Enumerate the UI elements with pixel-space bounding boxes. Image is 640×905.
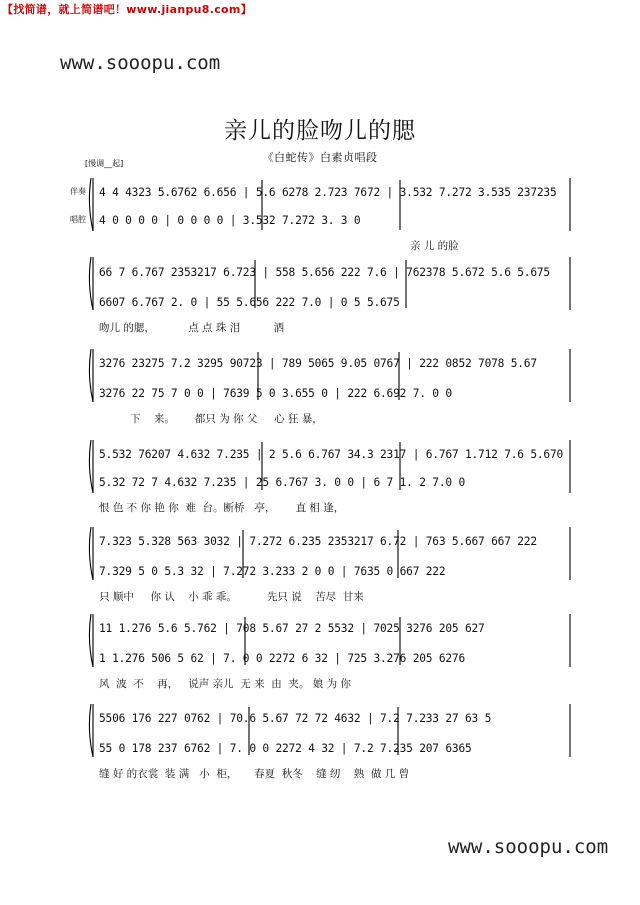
watermark-bottom: www.sooopu.com <box>448 836 609 858</box>
system-6-vocal: 1 1.276 506 5 62 | 7. 0 0 2272 6 32 | 725 3.276 205 6276 <box>99 652 465 665</box>
watermark-top: www.sooopu.com <box>60 52 221 74</box>
system-6-accompaniment: 11 1.276 5.6 5.762 | 708 5.67 27 2 5532 | 7025 3276 205 627 <box>99 622 485 635</box>
voice-label: 唱腔 <box>70 215 86 224</box>
system-5-accompaniment: 7.323 5.328 563 3032 | 7.272 6.235 2353217 6.72 | 763 5.667 667 222 <box>99 535 537 548</box>
score-subtitle: 《白蛇传》白素贞唱段 <box>262 151 378 164</box>
key-signature: [慢调__起] <box>85 159 124 168</box>
system-1-lyrics: 亲 儿 的脸 <box>410 240 459 252</box>
system-7-accompaniment: 5506 176 227 0762 | 70.6 5.67 72 72 4632 | 7.2 7.233 27 63 5 <box>99 712 492 725</box>
score-title: 亲儿的脸吻儿的腮 <box>224 118 416 144</box>
system-2-lyrics: 吻儿 的腮， 点 点 珠 泪 洒 <box>99 322 285 334</box>
system-4-lyrics: 恨 色 不 你 艳 你 难 台。断桥 亭， 直 相 逢， <box>99 502 345 514</box>
system-3-vocal: 3276 22 75 7 0 0 | 7639 5 0 3.655 0 | 222 6.692 7. 0 0 <box>99 387 452 400</box>
system-5-vocal: 7.329 5 0 5.3 32 | 7.272 3.233 2 0 0 | 7635 0 667 222 <box>99 565 446 578</box>
system-1-accompaniment: 4 4 4323 5.6762 6.656 | 5.6 6278 2.723 7672 | 3.532 7.272 3.535 237235 <box>99 186 557 199</box>
system-4-vocal: 5.32 72 7 4.632 7.235 | 25 6.767 3. 0 0 | 6 7 1. 2 7.0 0 <box>99 476 465 489</box>
system-4-accompaniment: 5.532 76207 4.632 7.235 | 2 5.6 6.767 34.3 2317 | 6.767 1.712 7.6 5.670 <box>99 448 564 461</box>
site-banner: 【找简谱，就上简谱吧！www.jianpu8.com】 <box>2 3 252 16</box>
system-1-vocal: 4 0 0 0 0 | 0 0 0 0 | 3.532 7.272 3. 3 0 <box>99 214 361 227</box>
system-3-lyrics: 下 来。 都只 为 你 父 心 狂 暴， <box>130 413 323 425</box>
system-2-accompaniment: 66 7 6.767 2353217 6.723 | 558 5.656 222 7.6 | 762378 5.672 5.6 5.675 <box>99 266 550 279</box>
system-6-lyrics: 风 波 不 再， 说声 亲儿 无 来 由 夹。 娘 为 你 <box>99 678 351 690</box>
system-7-lyrics: 缝 好 的衣裳 装 满 小 柜， 春夏 秋冬 缝 纫 熟 做 几 曾 <box>99 768 410 780</box>
system-7-vocal: 55 0 178 237 6762 | 7. 0 0 2272 4 32 | 7.2 7.235 207 6365 <box>99 742 472 755</box>
system-3-accompaniment: 3276 23275 7.2 3295 90723 | 789 5065 9.05 0767 | 222 0852 7078 5.67 <box>99 357 537 370</box>
system-5-lyrics: 只 顺中 你 认 小 乖 乖。 先只 说 苦尽 甘来 <box>99 591 364 603</box>
instrument-label: 伴奏 <box>70 187 86 196</box>
system-2-vocal: 6607 6.767 2. 0 | 55 5.656 222 7.0 | 0 5 5.675 <box>99 296 400 309</box>
